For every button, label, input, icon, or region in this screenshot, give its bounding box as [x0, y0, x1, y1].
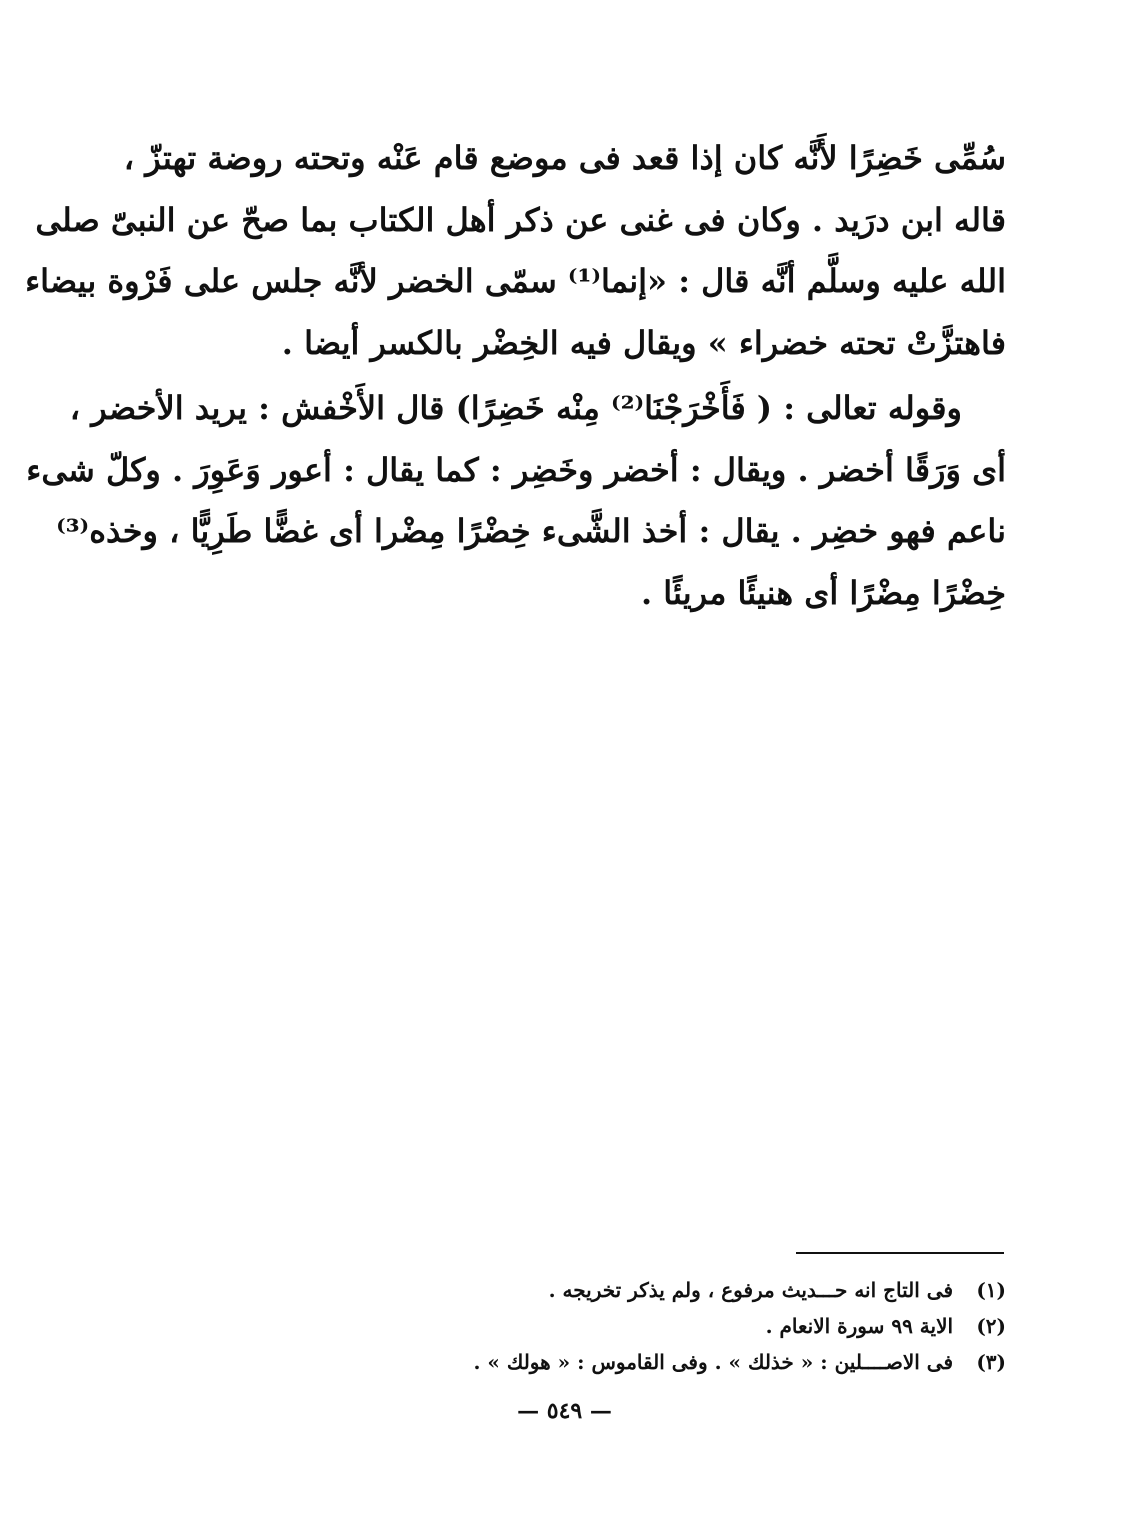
text-line: ناعم فهو خضِر . يقال : أخذ الشَّىء خِضْرًا مِضْرا أى غضًّا طَرِيًّا ، وخذه⁽³⁾	[56, 512, 1006, 550]
footnote-separator	[796, 1252, 1004, 1254]
text-line: الله عليه وسلَّم أنَّه قال : «إنما⁽¹⁾ سمّى الخضر لأنَّه جلس على فَرْوة بيضاء	[25, 262, 1006, 300]
text-line: خِضْرًا مِضْرًا أى هنيئًا مريئًا .	[641, 573, 1006, 612]
footnotes	[330, 1272, 1006, 1380]
paragraph-1	[25, 128, 1006, 374]
page-number: — ٥٤٩ —	[517, 1398, 612, 1424]
paragraph-2	[26, 378, 1006, 624]
footnote-number: (٢)	[976, 1314, 1006, 1338]
main-text	[25, 128, 1006, 624]
footnote-2	[330, 1308, 1006, 1344]
footnote-3	[330, 1344, 1006, 1380]
text-line: قاله ابن درَيد . وكان فى غنى عن ذكر أهل الكتاب بما صحّ عن النبىّ صلى	[35, 200, 1006, 239]
footnote-text: فى الاصــــلين : « خذلك » . وفى القاموس : « هولك » .	[473, 1350, 954, 1374]
footnote-number: (١)	[976, 1278, 1006, 1302]
footnote-number: (٣)	[976, 1350, 1006, 1374]
text-line: فاهتزَّتْ تحته خضراء » ويقال فيه الخِضْر بالكسر أيضا .	[281, 323, 1006, 362]
footnote-1	[330, 1272, 1006, 1308]
text-line: وقوله تعالى : ( فَأَخْرَجْنَا⁽²⁾ مِنْه خَضِرًا) قال الأَخْفش : يريد الأخضر ،	[69, 389, 962, 427]
text-line: أى وَرَقًا أخضر . ويقال : أخضر وخَضِر : كما يقال : أعور وَعَوِرَ . وكلّ شىء	[26, 450, 1006, 489]
footnote-text: فى التاج انه حـــديث مرفوع ، ولم يذكر تخريجه .	[548, 1278, 954, 1302]
text-line: سُمِّى خَضِرًا لأَنَّه كان إذا قعد فى موضع قام عَنْه وتحته روضة تهتزّ ،	[123, 139, 1006, 177]
footnote-text: الاية ٩٩ سورة الانعام .	[765, 1314, 954, 1338]
